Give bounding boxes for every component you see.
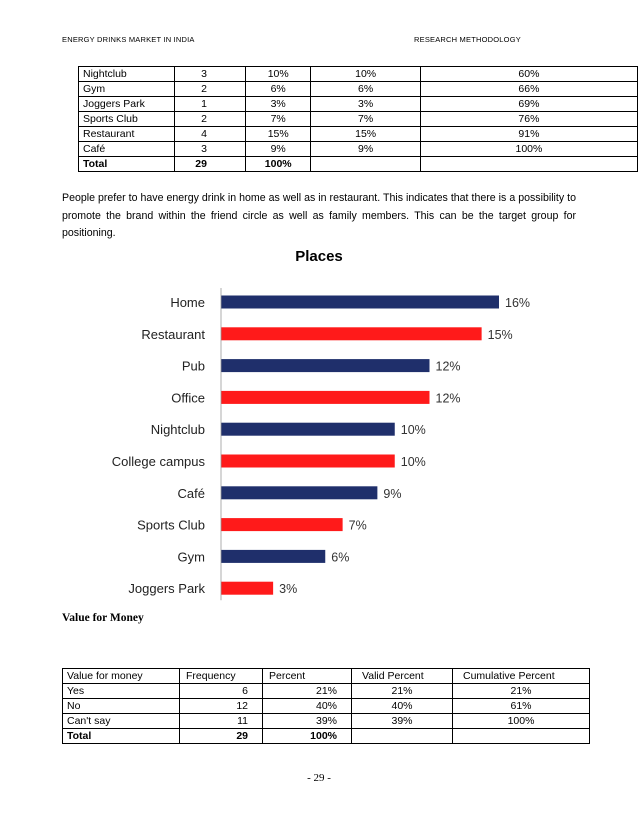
bar: [221, 359, 430, 372]
chart-title: Places: [295, 248, 343, 265]
table-cell: Nightclub: [79, 67, 175, 82]
table-cell: Cumulative Percent: [453, 669, 590, 684]
total-row: [63, 729, 590, 744]
bar: [221, 423, 395, 436]
table-cell: Frequency: [180, 669, 263, 684]
table-cell: Café: [79, 142, 175, 157]
places-table: [78, 66, 638, 172]
table-cell: Yes: [63, 684, 180, 699]
table-cell: 21%: [352, 684, 453, 699]
table-cell: 100%: [245, 157, 310, 172]
data-label: 3%: [279, 582, 298, 597]
data-label: 10%: [400, 423, 426, 438]
table-row: [79, 112, 638, 127]
table-cell: 1: [174, 97, 245, 112]
table-row: [79, 67, 638, 82]
table-cell: 6%: [245, 82, 310, 97]
value-for-money-table: [62, 668, 590, 744]
table-cell: Total: [63, 729, 180, 744]
bar: [221, 518, 343, 531]
table-cell: 15%: [245, 127, 310, 142]
table-cell: 4: [174, 127, 245, 142]
table-cell: 2: [174, 82, 245, 97]
bar: [221, 486, 377, 499]
table-cell: 9%: [311, 142, 420, 157]
total-row: [79, 157, 638, 172]
table-cell: 100%: [453, 714, 590, 729]
table-cell: 10%: [311, 67, 420, 82]
page-number: - 29 -: [307, 772, 331, 784]
header-title: ENERGY DRINKS MARKET IN INDIA: [62, 35, 195, 44]
table-cell: 21%: [263, 684, 352, 699]
table-cell: 60%: [420, 67, 637, 82]
table-cell: Valid Percent: [352, 669, 453, 684]
header-section: RESEARCH METHODOLOGY: [414, 35, 521, 44]
places-bar-chart: [0, 280, 638, 610]
table-cell: Joggers Park: [79, 97, 175, 112]
table-cell: 39%: [263, 714, 352, 729]
table-cell: 10%: [245, 67, 310, 82]
table-cell: 100%: [420, 142, 637, 157]
body-paragraph: People prefer to have energy drink in home as well as in restaurant. This indicates that there is a possibility to promote the brand within the friend circle as well as family members. This can be the target group for positioning.: [62, 192, 576, 239]
data-label: 6%: [331, 550, 350, 565]
category-label: College campus: [111, 454, 205, 469]
table-row: [63, 699, 590, 714]
category-label: Pub: [181, 358, 205, 374]
table-cell: 12: [180, 699, 263, 714]
table-row: [63, 669, 590, 684]
table-cell: Can't say: [63, 714, 180, 729]
table-cell: 3: [174, 67, 245, 82]
category-label: Gym: [177, 549, 205, 565]
table-cell: No: [63, 699, 180, 714]
table-cell: [453, 729, 590, 744]
data-label: 12%: [435, 391, 461, 406]
table-cell: 69%: [420, 97, 637, 112]
category-label: Home: [170, 295, 205, 310]
table-cell: 100%: [263, 729, 352, 744]
data-label: 16%: [505, 296, 531, 310]
table-cell: Percent: [263, 669, 352, 684]
table-cell: Gym: [79, 82, 175, 97]
table-cell: Value for money: [63, 669, 180, 684]
category-label: Sports Club: [137, 517, 205, 533]
table-cell: Sports Club: [79, 112, 175, 127]
table-row: [79, 82, 638, 97]
data-label: 9%: [383, 486, 402, 501]
section-title: Value for Money: [62, 612, 144, 624]
table-cell: [420, 157, 637, 172]
category-label: Restaurant: [141, 326, 205, 342]
category-label: Café: [177, 485, 205, 501]
table-cell: 40%: [263, 699, 352, 714]
table-cell: 39%: [352, 714, 453, 729]
table-cell: Restaurant: [79, 127, 175, 142]
table-cell: 3%: [311, 97, 420, 112]
bar: [221, 455, 395, 468]
table-cell: 3: [174, 142, 245, 157]
table-cell: 2: [174, 112, 245, 127]
bar: [221, 391, 430, 404]
table-row: [79, 142, 638, 157]
bar: [221, 550, 325, 563]
table-cell: 29: [180, 729, 263, 744]
table-cell: 7%: [245, 112, 310, 127]
table-cell: 66%: [420, 82, 637, 97]
table-cell: 6: [180, 684, 263, 699]
data-label: 10%: [400, 455, 426, 469]
table-cell: 29: [174, 157, 245, 172]
table-cell: 9%: [245, 142, 310, 157]
table-cell: [352, 729, 453, 744]
table-cell: 15%: [311, 127, 420, 142]
data-label: 7%: [348, 518, 367, 533]
table-row: [63, 714, 590, 729]
table-cell: Total: [79, 157, 175, 172]
category-label: Office: [171, 390, 205, 406]
table-cell: 61%: [453, 699, 590, 714]
table-row: [79, 127, 638, 142]
data-label: 12%: [435, 359, 461, 374]
table-cell: 21%: [453, 684, 590, 699]
bar: [221, 582, 273, 595]
table-cell: 3%: [245, 97, 310, 112]
table-cell: 6%: [311, 82, 420, 97]
category-label: Nightclub: [150, 422, 205, 438]
table-row: [79, 97, 638, 112]
table-row: [63, 684, 590, 699]
category-label: Joggers Park: [128, 581, 205, 597]
table-cell: 7%: [311, 112, 420, 127]
table-cell: [311, 157, 420, 172]
table-cell: 40%: [352, 699, 453, 714]
table-cell: 76%: [420, 112, 637, 127]
table-cell: 91%: [420, 127, 637, 142]
data-label: 15%: [487, 327, 513, 342]
bar: [221, 296, 499, 309]
table-cell: 11: [180, 714, 263, 729]
bar: [221, 327, 482, 340]
